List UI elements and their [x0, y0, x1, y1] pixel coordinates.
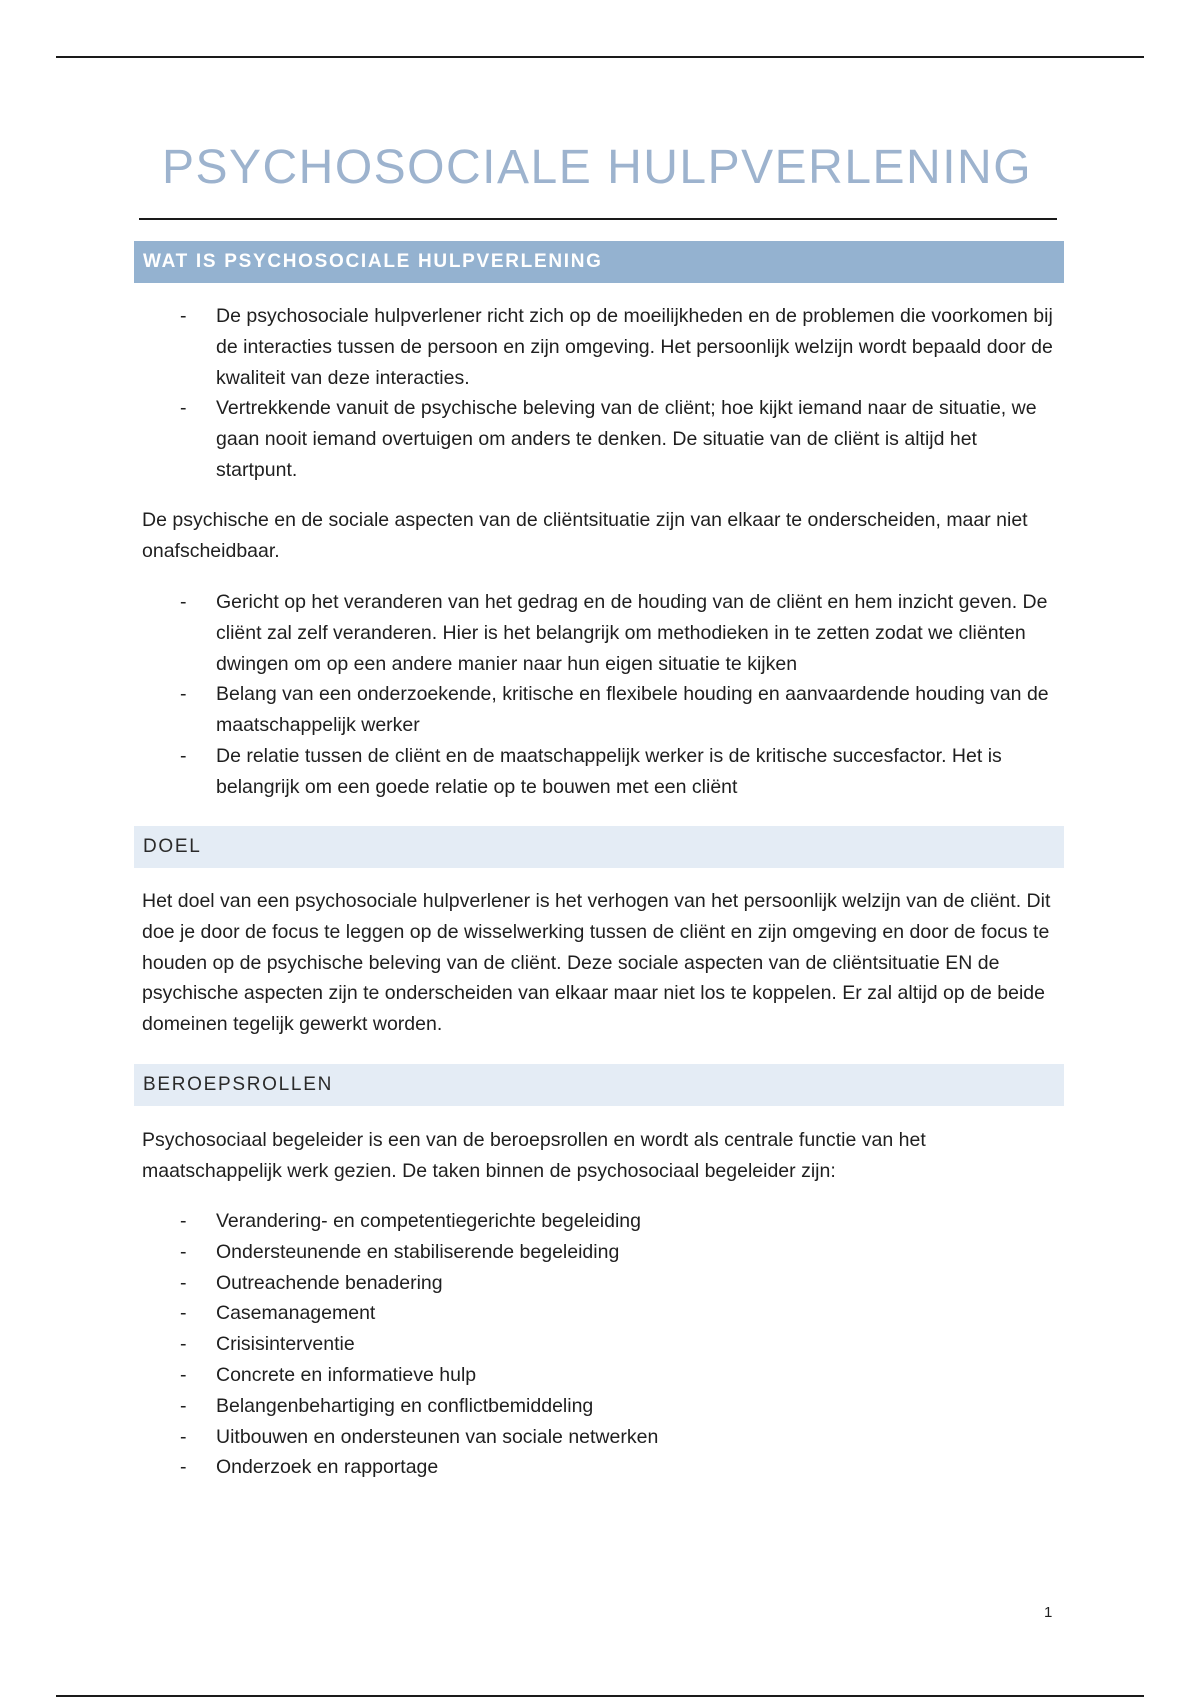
title-underline [139, 218, 1057, 220]
list-item: - Concrete en informatieve hulp [142, 1360, 1062, 1391]
paragraph-beroepsrollen: Psychosociaal begeleider is een van de beroepsrollen en wordt als centrale functie van het maatschappelijk werk gezien. De taken binnen de psychosociaal begeleider zijn: [142, 1129, 926, 1182]
section-heading-wat-is: WAT IS PSYCHOSOCIALE HULPVERLENING [134, 241, 1064, 283]
paragraph-doel: Het doel van een psychosociale hulpverlener is het verhogen van het persoonlijk welzijn van de cliënt. Dit doe je door de focus te leggen op de wisselwerking tussen de cliënt en zijn omgeving en door de focus te houden op de psychische beleving van de cliënt. Deze sociale aspecten van de cliëntsituatie EN de psychische aspecten zijn te onderscheiden van elkaar maar niet los te koppelen. Er zal altijd op de beide domeinen tegelijk gewerkt worden. [142, 890, 1051, 1036]
list-dash: - [180, 1240, 187, 1263]
list-dash: - [180, 305, 187, 327]
list-item: - Uitbouwen en ondersteunen van sociale netwerken [142, 1422, 1062, 1453]
list-dash: - [180, 591, 187, 613]
list-item: - Belang van een onderzoekende, kritische en flexibele houding en aanvaardende houding van de maatschappelijk werker [142, 679, 1062, 741]
list-dash: - [180, 744, 187, 767]
list-dash: - [180, 1363, 187, 1386]
paragraph-wat-is: De psychische en de sociale aspecten van de cliëntsituatie zijn van elkaar te onderscheiden, maar niet onafscheidbaar. [142, 509, 1028, 562]
list-dash: - [180, 1333, 187, 1356]
bullet-list-beroepsrollen [142, 1206, 1062, 1483]
list-dash: - [180, 1394, 187, 1417]
header-rule [56, 56, 1144, 58]
list-dash: - [180, 1271, 187, 1294]
list-item: - Outreachende benadering [142, 1268, 1062, 1299]
list-item: - Gericht op het veranderen van het gedrag en de houding van de cliënt en hem inzicht geven. De cliënt zal zelf veranderen. Hier is het belangrijk om methodieken in te zetten zodat we cliënten dwingen om op een andere manier naar hun eigen situatie te kijken [142, 587, 1062, 679]
list-item: - Belangenbehartiging en conflictbemiddeling [142, 1391, 1062, 1422]
list-item: - Casemanagement [142, 1298, 1062, 1329]
list-item: - Onderzoek en rapportage [142, 1452, 1062, 1483]
list-dash: - [180, 1302, 187, 1325]
list-dash: - [180, 683, 187, 706]
list-item: - De psychosociale hulpverlener richt zich op de moeilijkheden en de problemen die voorkomen bij de interacties tussen de persoon en zijn omgeving. Het persoonlijk welzijn wordt bepaald door de kwaliteit van deze interacties. [142, 301, 1062, 393]
bullet-list-wat-is-1 [142, 301, 1062, 486]
list-dash: - [180, 397, 187, 420]
list-item: - Ondersteunende en stabiliserende begeleiding [142, 1237, 1062, 1268]
list-item: - Verandering- en competentiegerichte begeleiding [142, 1206, 1062, 1237]
page-number: 1 [1044, 1604, 1053, 1621]
footer-rule [56, 1695, 1144, 1697]
list-item: - Vertrekkende vanuit de psychische beleving van de cliënt; hoe kijkt iemand naar de situatie, we gaan nooit iemand overtuigen om anders te denken. De situatie van de cliënt is altijd het startpunt. [142, 393, 1062, 485]
bullet-list-wat-is-2 [142, 587, 1062, 803]
document-title: PSYCHOSOCIALE HULPVERLENING [161, 141, 1033, 194]
list-dash: - [180, 1425, 187, 1448]
list-item: - Crisisinterventie [142, 1329, 1062, 1360]
list-dash: - [180, 1210, 187, 1232]
list-item: - De relatie tussen de cliënt en de maatschappelijk werker is de kritische succesfactor. Het is belangrijk om een goede relatie op te bouwen met een cliënt [142, 741, 1062, 803]
section-heading-beroepsrollen: BEROEPSROLLEN [134, 1064, 1064, 1106]
section-heading-doel: DOEL [134, 826, 1064, 868]
list-dash: - [180, 1456, 187, 1479]
